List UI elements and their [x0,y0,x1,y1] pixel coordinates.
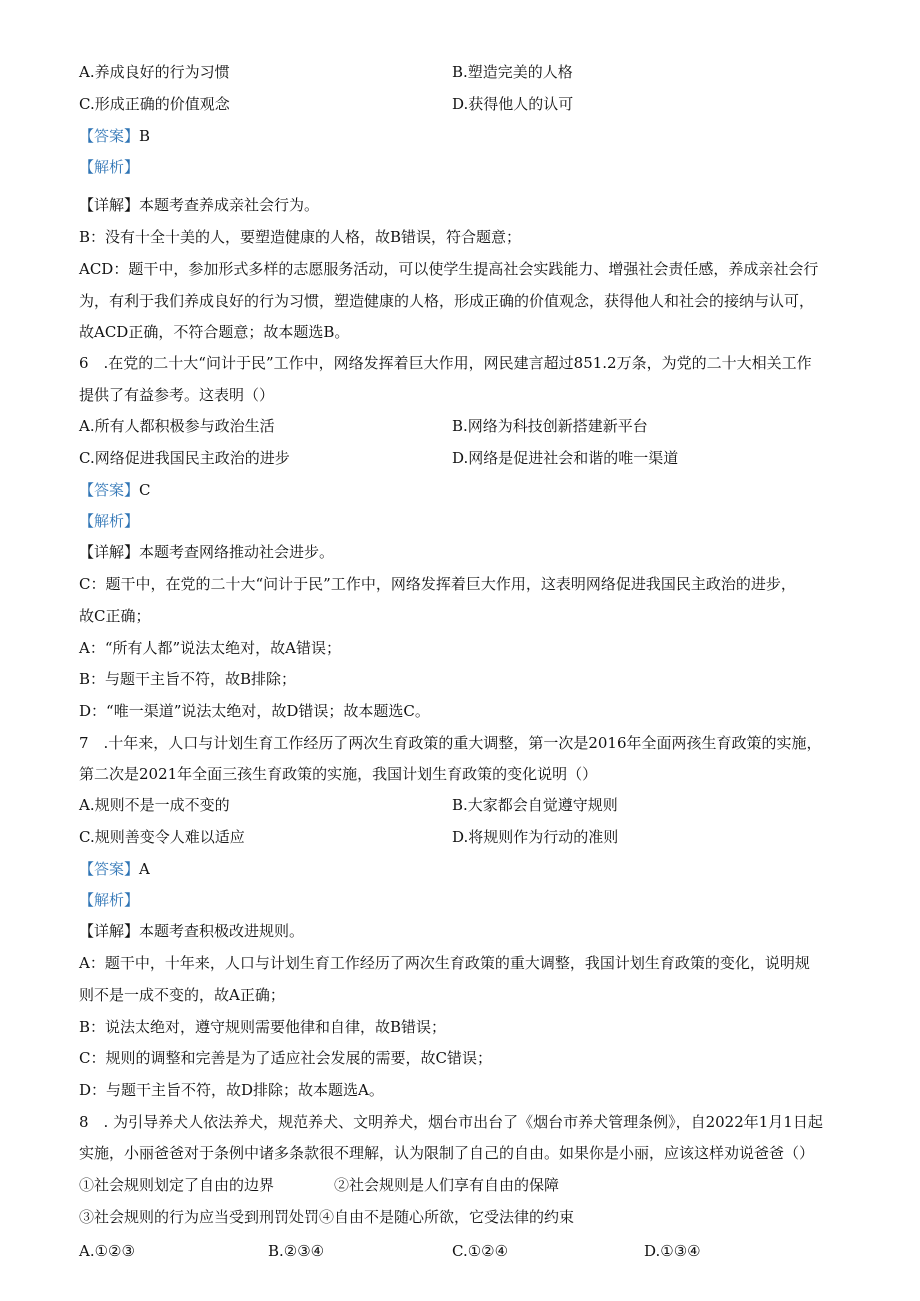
detail-text: 本题考查养成亲社会行为。 [139,196,320,214]
q5-option-b: B.塑造完美的人格 [452,63,573,81]
answer-tag: 【答案】 [79,860,140,878]
q5-analysis-tag: 【解析】 [79,158,140,176]
q8-stem-line: 8 . 为引导养犬人依法养犬，规范养犬、文明养犬，烟台市出台了《烟台市养犬管理条例》，自2022年1月1日起 [79,1113,823,1131]
q6-explanation-line: D：“唯一渠道”说法太绝对，故D错误；故本题选C。 [79,702,430,720]
q5-answer [79,126,150,146]
q7-stem-line: 7 .十年来，人口与计划生育工作经历了两次生育政策的重大调整，第一次是2016年全面两孩生育政策的实施， [79,734,822,752]
q6-explanation-line: B：与题干主旨不符，故B排除； [79,670,297,688]
q6-option-a: A.所有人都积极参与政治生活 [79,417,275,435]
q5-explanation-line: ACD：题干中，参加形式多样的志愿服务活动，可以使学生提高社会实践能力、增强社会责任感，养成亲社会行 [79,260,819,278]
q6-explanation-line: 故C正确； [79,607,151,625]
q5-explanation-line: 为，有利于我们养成良好的行为习惯，塑造健康的人格，形成正确的价值观念，获得他人和社会的接纳与认可， [79,292,815,310]
q6-answer [79,480,151,500]
q6-stem-line: 6 .在党的二十大“问计于民”工作中，网络发挥着巨大作用，网民建言超过851.2万条，为党的二十大相关工作 [79,354,812,372]
q6-stem-line: 提供了有益参考。这表明（） [79,386,275,404]
q7-explanation-line: C：规则的调整和完善是为了适应社会发展的需要，故C错误； [79,1049,492,1067]
q8-option-b: B.②③④ [268,1242,325,1260]
q5-detail [79,195,319,215]
q8-stem-line: 实施，小丽爸爸对于条例中诸多条款很不理解，认为限制了自己的自由。如果你是小丽，应该这样劝说爸爸（） [79,1144,815,1162]
q6-detail [79,542,334,562]
q8-statement-1: ①社会规则划定了自由的边界 [79,1176,275,1194]
q7-option-d: D.将规则作为行动的准则 [452,828,619,846]
q6-explanation-line: C：题干中，在党的二十大“问计于民”工作中，网络发挥着巨大作用，这表明网络促进我国民主政治的进步， [79,575,796,593]
q6-option-b: B.网络为科技创新搭建新平台 [452,417,648,435]
detail-text: 本题考查网络推动社会进步。 [139,543,335,561]
q7-option-a: A.规则不是一成不变的 [79,796,230,814]
q8-statement-2: ②社会规则是人们享有自由的保障 [334,1176,560,1194]
q5-explanation-line: B：没有十全十美的人，要塑造健康的人格，故B错误，符合题意； [79,228,522,246]
q7-explanation-line: 则不是一成不变的，故A正确； [79,986,285,1004]
q7-option-b: B.大家都会自觉遵守规则 [452,796,618,814]
answer-tag: 【答案】 [79,127,140,145]
detail-tag: 【详解】 [79,196,140,214]
q7-option-c: C.规则善变令人难以适应 [79,828,245,846]
q7-answer [79,859,150,879]
answer-value: B [139,127,151,145]
q6-explanation-line: A：“所有人都”说法太绝对，故A错误； [79,639,342,657]
detail-tag: 【详解】 [79,543,140,561]
q8-statements-3-4: ③社会规则的行为应当受到刑罚处罚④自由不是随心所欲，它受法律的约束 [79,1208,575,1226]
q7-stem-line: 第二次是2021年全面三孩生育政策的实施，我国计划生育政策的变化说明（） [79,765,598,783]
q7-analysis-tag: 【解析】 [79,891,140,909]
q6-option-c: C.网络促进我国民主政治的进步 [79,449,290,467]
q7-explanation-line: B：说法太绝对，遵守规则需要他律和自律，故B错误； [79,1018,447,1036]
q8-option-a: A.①②③ [79,1242,135,1260]
q5-option-a: A.养成良好的行为习惯 [79,63,230,81]
q5-option-c: C.形成正确的价值观念 [79,95,230,113]
q8-option-c: C.①②④ [452,1242,509,1260]
detail-tag: 【详解】 [79,922,140,940]
q8-option-d: D.①③④ [644,1242,701,1260]
answer-value: C [139,481,151,499]
answer-value: A [139,860,150,878]
q6-analysis-tag: 【解析】 [79,512,140,530]
q6-option-d: D.网络是促进社会和谐的唯一渠道 [452,449,679,467]
answer-tag: 【答案】 [79,481,140,499]
q5-option-d: D.获得他人的认可 [452,95,574,113]
q7-explanation-line: D：与题干主旨不符，故D排除；故本题选A。 [79,1081,384,1099]
q5-explanation-line: 故ACD正确，不符合题意；故本题选B。 [79,323,350,341]
q7-detail [79,921,304,941]
q7-explanation-line: A：题干中，十年来，人口与计划生育工作经历了两次生育政策的重大调整，我国计划生育政策的变化，说明规 [79,954,810,972]
detail-text: 本题考查积极改进规则。 [139,922,305,940]
